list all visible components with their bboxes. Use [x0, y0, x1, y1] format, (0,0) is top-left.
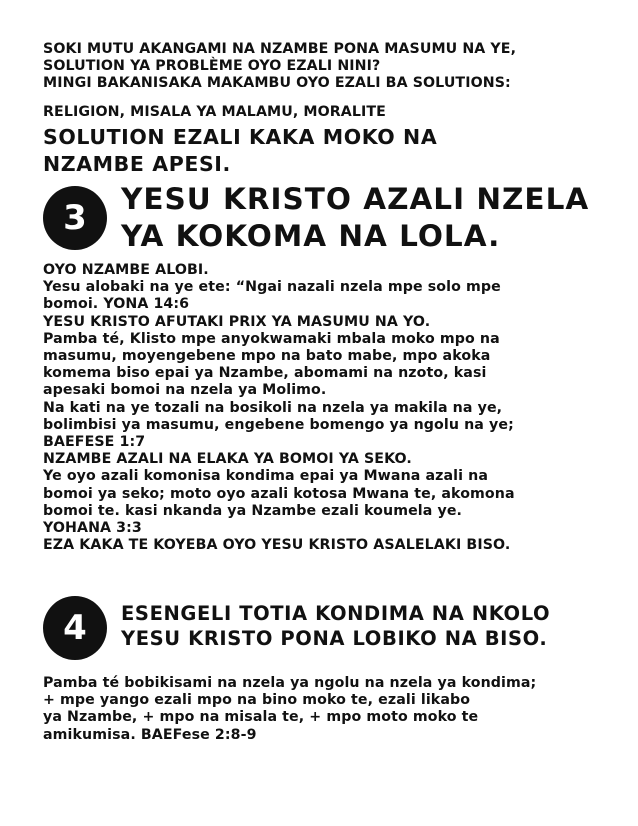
body-line: BAEFESE 1:7 [43, 434, 146, 451]
body-line: NZAMBE AZALI NA ELAKA YA BOMOI YA SEKO. [43, 451, 412, 468]
body-line: Yesu alobaki na ye ete: “Ngai nazali nzela mpe solo mpe [43, 279, 501, 296]
body-line: ya Nzambe, + mpo na misala te, + mpo moto moko te [43, 709, 479, 726]
heading-line: YA KOKOMA NA LOLA. [121, 219, 501, 253]
solution-line: NZAMBE APESI. [43, 152, 231, 176]
solution-statement [43, 124, 437, 178]
intro-line: MINGI BAKANISAKA MAKAMBU OYO EZALI BA SOLUTIONS: [43, 75, 511, 92]
heading-line: YESU KRISTO PONA LOBIKO NA BISO. [121, 627, 548, 650]
section-3-body [43, 262, 515, 554]
body-line: bomoi ya seko; moto oyo azali kotosa Mwana te, akomona [43, 485, 515, 502]
intro-line: SOKI MUTU AKANGAMI NA NZAMBE PONA MASUMU NA YE, [43, 41, 517, 57]
body-line: bomoi. YONA 14:6 [43, 296, 190, 313]
body-line: bolimbisi ya masumu, engebene bomengo ya ngolu na ye; [43, 416, 514, 433]
body-line: + mpe yango ezali mpo na bino moko te, ezali likabo [43, 692, 471, 709]
body-line: OYO NZAMBE ALOBI. [43, 262, 209, 278]
heading-line: YESU KRISTO AZALI NZELA [121, 182, 590, 216]
body-line: amikumisa. BAEFese 2:8-9 [43, 726, 257, 743]
section-4-body [43, 675, 536, 744]
body-line: EZA KAKA TE KOYEBA OYO YESU KRISTO ASALELAKI BISO. [43, 537, 511, 554]
section-4-heading [121, 601, 550, 651]
body-line: masumu, moyengebene mpo na bato mabe, mpo akoka [43, 348, 491, 365]
body-line: Pamba té bobikisami na nzela ya ngolu na nzela ya kondima; [43, 675, 537, 691]
body-line: komema biso epai ya Nzambe, abomami na nzoto, kasi [43, 365, 487, 382]
intro-subline: RELIGION, MISALA YA MALAMU, MORALITE [43, 104, 386, 120]
body-line: Ye oyo azali komonisa kondima epai ya Mwana azali na [43, 468, 489, 485]
solution-line: SOLUTION EZALI KAKA MOKO NA [43, 125, 438, 149]
body-line: Pamba té, Klisto mpe anyokwamaki mbala moko mpo na [43, 330, 500, 347]
section-3-heading [121, 181, 589, 255]
section-4-number-badge: 4 [43, 596, 107, 660]
heading-line: ESENGELI TOTIA KONDIMA NA NKOLO [121, 602, 551, 625]
body-line: apesaki bomoi na nzela ya Molimo. [43, 382, 327, 399]
intro-question [43, 41, 516, 93]
section-3-number-badge: 3 [43, 186, 107, 250]
body-line: YOHANA 3:3 [43, 520, 142, 537]
body-line: Na kati na ye tozali na bosikoli na nzela ya makila na ye, [43, 399, 503, 416]
body-line: YESU KRISTO AFUTAKI PRIX YA MASUMU NA YO. [43, 313, 431, 330]
intro-line: SOLUTION YA PROBLÈME OYO EZALI NINI? [43, 58, 381, 75]
body-line: bomoi te. kasi nkanda ya Nzambe ezali koumela ye. [43, 502, 463, 519]
